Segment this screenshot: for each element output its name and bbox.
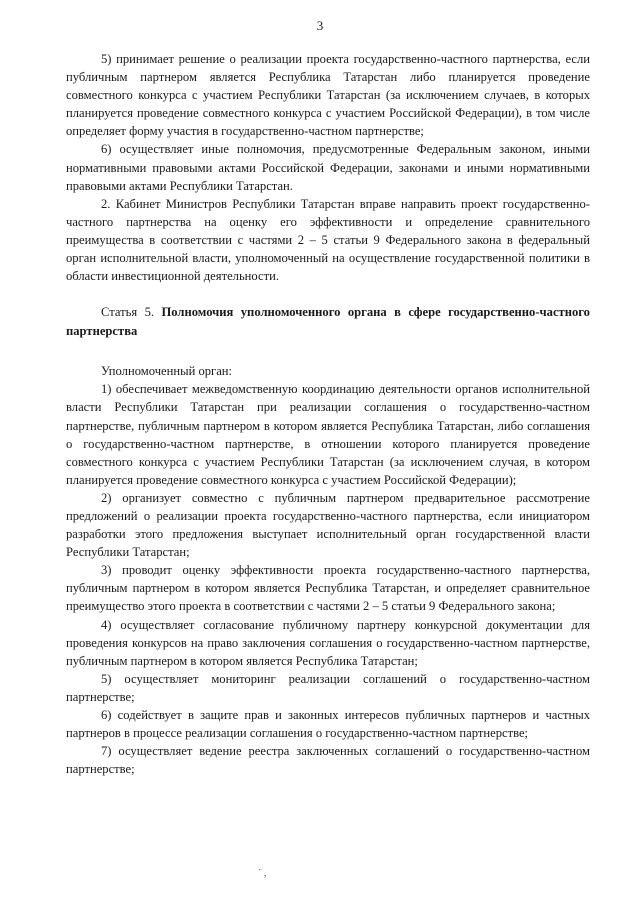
article5-items xyxy=(66,380,590,778)
paragraph-part-2: 2. Кабинет Министров Республики Татарстан вправе направить проект государственно-частного партнерства на оценку его эффективности и определение сравнительного преимущества в соответствии с частями 2 – 5 статьи 9 Федерального закона в федеральный орган исполнительной власти, уполномоченный на осуществление государственной политики в области инвестиционной деятельности. xyxy=(66,196,590,284)
list-item: 2) организует совместно с публичным партнером предварительное рассмотрение предложений о реализации проекта государственно-частного партнерства, если инициатором разработки этого предложения выступает исполнительный орган государственной власти Республики Татарстан; xyxy=(66,490,590,560)
document-body xyxy=(66,50,590,778)
list-item: 6) содействует в защите прав и законных интересов публичных партнеров и частных партнеров в процессе реализации соглашения о государственно-частном партнерстве; xyxy=(66,708,590,741)
paragraph-item-5: 5) принимает решение о реализации проекта государственно-частного партнерства, если публичным партнером является Республика Татарстан либо планируется проведение совместного конкурса с участием Республики Татарстан (за исключением случаев, в которых планируется проведение совместного конкурса с участием Российской Федерации), в том числе определяет форму участия в государственно-частном партнерстве; xyxy=(66,52,590,139)
scan-mark: ˙ , xyxy=(258,868,267,879)
article-label: Статья 5. xyxy=(101,305,155,320)
list-item: 5) осуществляет мониторинг реализации соглашений о государственно-частном партнерстве; xyxy=(66,671,590,704)
list-item: 7) осуществляет ведение реестра заключенных соглашений о государственно-частном партнерстве; xyxy=(66,744,590,777)
article4-continuation xyxy=(66,50,590,285)
article-title: Полномочия уполномоченного органа в сфере государственно-частного партнерства xyxy=(66,305,590,338)
paragraph-item-6: 6) осуществляет иные полномочия, предусмотренные Федеральным законом, иными нормативными правовыми актами Российской Федерации, законами и иными нормативными правовыми актами Республики Татарстан. xyxy=(66,142,590,193)
list-item: 1) обеспечивает межведомственную координацию деятельности органов исполнительной власти Республики Татарстан при реализации соглашения о государственно-частном партнерстве, публичным партнером в котором является Республика Татарстан, либо соглашения о государственно-частном партнерстве, в отношении которого планируется проведение совместного конкурса с участием Республики Татарстан (за исключением случая, в котором планируется проведение совместного конкурса с участием Российской Федерации); xyxy=(66,382,590,487)
list-item: 4) осуществляет согласование публичному партнеру конкурсной документации для проведения конкурсов на право заключения соглашения о государственно-частном партнерстве, публичным партнером в котором является Республика Татарстан; xyxy=(66,617,590,668)
page-number: 3 xyxy=(316,18,324,33)
article-intro: Уполномоченный орган: xyxy=(101,364,233,379)
list-item: 3) проводит оценку эффективности проекта государственно-частного партнерства, публичным партнером в котором является Республика Татарстан, и определяет сравнительное преимущество этого проекта в соответствии с частями 2 – 5 статьи 9 Федерального закона; xyxy=(66,563,590,614)
article-heading xyxy=(66,303,590,340)
